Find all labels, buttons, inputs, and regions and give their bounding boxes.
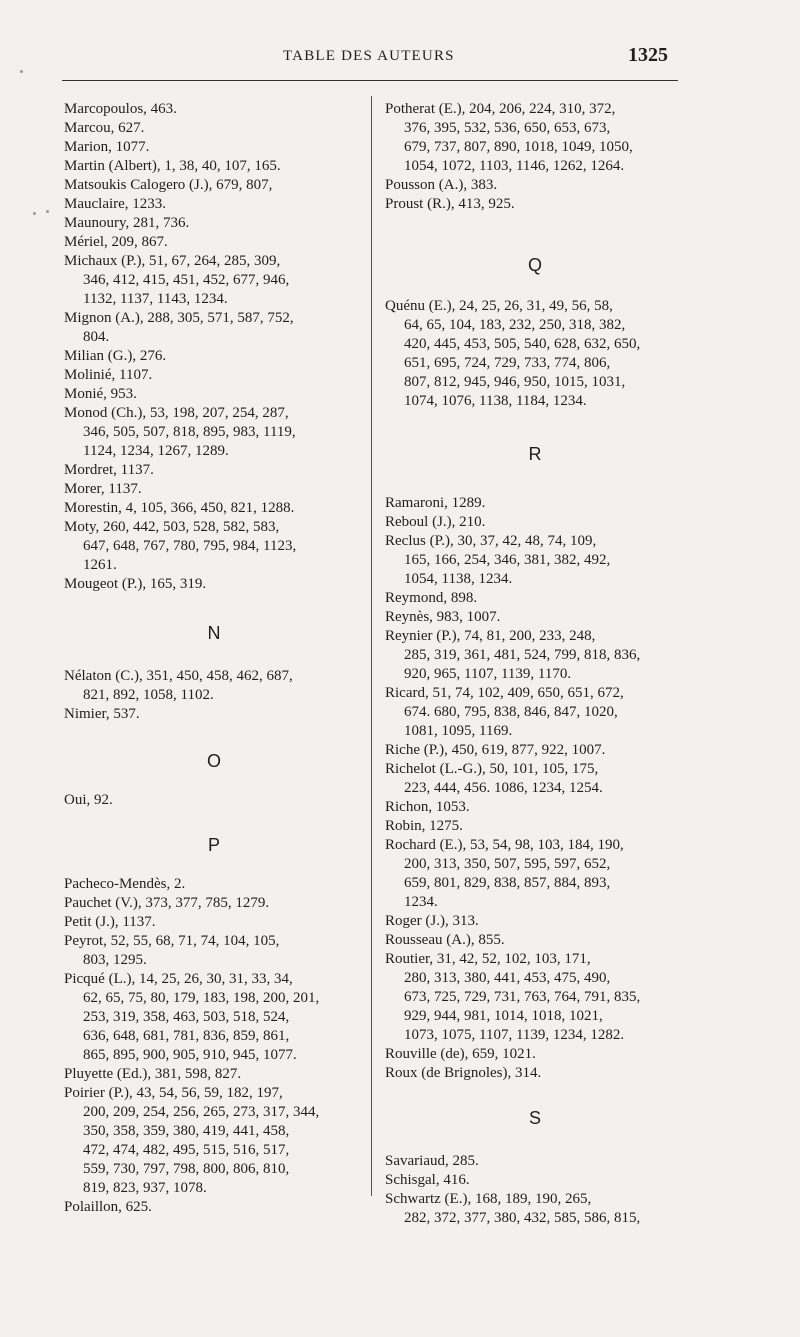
entry-line: Ramaroni, 1289. — [385, 495, 486, 511]
entry-line: Reclus (P.), 30, 37, 42, 48, 74, 109, — [385, 533, 597, 549]
entry-continuation-line: 1054, 1072, 1103, 1146, 1262, 1264. — [404, 158, 625, 174]
entry-line: Molinié, 1107. — [64, 367, 153, 383]
entry-line: Mauclaire, 1233. — [64, 196, 167, 212]
entry-line: Nimier, 537. — [64, 706, 140, 722]
entry-continuation-line: 1074, 1076, 1138, 1184, 1234. — [404, 393, 587, 409]
index-entry — [385, 627, 685, 684]
entry-line: Milian (G.), 276. — [64, 348, 167, 364]
index-entry — [385, 532, 685, 589]
entry-continuation-line: 285, 319, 361, 481, 524, 799, 818, 836, — [404, 647, 641, 663]
index-block — [64, 100, 364, 594]
entry-line: Marcopoulos, 463. — [64, 101, 177, 117]
entry-line: Pauchet (V.), 373, 377, 785, 1279. — [64, 895, 270, 911]
entry-line: Oui, 92. — [64, 792, 113, 808]
entry-line: Nélaton (C.), 351, 450, 458, 462, 687, — [64, 668, 293, 684]
entry-line: Mougeot (P.), 165, 319. — [64, 576, 207, 592]
paper-speck — [20, 70, 23, 73]
index-entry — [385, 176, 685, 195]
entry-line: Roger (J.), 313. — [385, 913, 479, 929]
index-entry — [385, 741, 685, 760]
right-column — [385, 100, 685, 1228]
entry-continuation-line: 679, 737, 807, 890, 1018, 1049, 1050, — [404, 139, 633, 155]
entry-line: Petit (J.), 1137. — [64, 914, 156, 930]
entry-line: Schwartz (E.), 168, 189, 190, 265, — [385, 1191, 592, 1207]
index-entry — [64, 252, 364, 309]
entry-line: Quénu (E.), 24, 25, 26, 31, 49, 56, 58, — [385, 298, 613, 314]
index-entry — [385, 684, 685, 741]
index-entry — [64, 347, 364, 366]
entry-line: Marcou, 627. — [64, 120, 145, 136]
entry-line: Marion, 1077. — [64, 139, 150, 155]
index-entry — [385, 608, 685, 627]
entry-line: Roux (de Brignoles), 314. — [385, 1065, 542, 1081]
column-divider — [371, 96, 372, 1196]
entry-continuation-line: 804. — [83, 329, 110, 345]
entry-continuation-line: 1132, 1137, 1143, 1234. — [83, 291, 228, 307]
index-entry — [64, 1065, 364, 1084]
index-entry — [64, 233, 364, 252]
entry-continuation-line: 280, 313, 380, 441, 453, 475, 490, — [404, 970, 611, 986]
entry-line: Mordret, 1137. — [64, 462, 154, 478]
entry-continuation-line: 819, 823, 937, 1078. — [83, 1180, 207, 1196]
page-header — [0, 44, 800, 74]
entry-continuation-line: 636, 648, 681, 781, 836, 859, 861, — [83, 1028, 290, 1044]
entry-continuation-line: 346, 505, 507, 818, 895, 983, 1119, — [83, 424, 296, 440]
entry-line: Potherat (E.), 204, 206, 224, 310, 372, — [385, 101, 616, 117]
entry-continuation-line: 1054, 1138, 1234. — [404, 571, 513, 587]
index-entry — [385, 1045, 685, 1064]
index-block — [385, 100, 685, 214]
entry-continuation-line: 1081, 1095, 1169. — [404, 723, 513, 739]
entry-continuation-line: 253, 319, 358, 463, 503, 518, 524, — [83, 1009, 290, 1025]
index-entry — [64, 176, 364, 195]
entry-continuation-line: 376, 395, 532, 536, 650, 653, 673, — [404, 120, 611, 136]
entry-continuation-line: 651, 695, 724, 729, 733, 774, 806, — [404, 355, 611, 371]
entry-line: Michaux (P.), 51, 67, 264, 285, 309, — [64, 253, 281, 269]
entry-continuation-line: 223, 444, 456. 1086, 1234, 1254. — [404, 780, 603, 796]
entry-line: Mériel, 209, 867. — [64, 234, 168, 250]
entry-continuation-line: 659, 801, 829, 838, 857, 884, 893, — [404, 875, 611, 891]
entry-line: Rochard (E.), 53, 54, 98, 103, 184, 190, — [385, 837, 624, 853]
entry-line: Riche (P.), 450, 619, 877, 922, 1007. — [385, 742, 606, 758]
entry-continuation-line: 821, 892, 1058, 1102. — [83, 687, 214, 703]
entry-line: Reynier (P.), 74, 81, 200, 233, 248, — [385, 628, 596, 644]
entry-continuation-line: 200, 313, 350, 507, 595, 597, 652, — [404, 856, 611, 872]
entry-continuation-line: 559, 730, 797, 798, 800, 806, 810, — [83, 1161, 290, 1177]
index-entry — [64, 309, 364, 347]
index-entry — [64, 894, 364, 913]
index-block — [64, 667, 364, 724]
index-block — [64, 791, 364, 810]
running-title: TABLE DES AUTEURS — [283, 48, 455, 64]
entry-continuation-line: 673, 725, 729, 731, 763, 764, 791, 835, — [404, 989, 641, 1005]
index-block — [385, 1152, 685, 1228]
entry-line: Moty, 260, 442, 503, 528, 582, 583, — [64, 519, 280, 535]
entry-continuation-line: 1261. — [83, 557, 117, 573]
section-letter: S — [528, 1108, 541, 1128]
index-entry — [385, 100, 685, 176]
index-entry — [385, 195, 685, 214]
entry-continuation-line: 165, 166, 254, 346, 381, 382, 492, — [404, 552, 611, 568]
paper-speck — [33, 212, 36, 215]
index-entry — [385, 931, 685, 950]
entry-line: Rouville (de), 659, 1021. — [385, 1046, 536, 1062]
index-entry — [385, 589, 685, 608]
entry-line: Ricard, 51, 74, 102, 409, 650, 651, 672, — [385, 685, 624, 701]
index-entry — [64, 366, 364, 385]
index-entry — [385, 1152, 685, 1171]
index-block — [64, 875, 364, 1217]
index-entry — [385, 1190, 685, 1228]
index-entry — [64, 138, 364, 157]
entry-line: Rousseau (A.), 855. — [385, 932, 505, 948]
index-entry — [385, 817, 685, 836]
index-entry — [64, 575, 364, 594]
index-entry — [64, 195, 364, 214]
entry-line: Maunoury, 281, 736. — [64, 215, 190, 231]
index-entry — [64, 518, 364, 575]
section-letter: N — [207, 623, 221, 643]
entry-line: Martin (Albert), 1, 38, 40, 107, 165. — [64, 158, 281, 174]
index-entry — [64, 404, 364, 461]
entry-line: Poirier (P.), 43, 54, 56, 59, 182, 197, — [64, 1085, 283, 1101]
section-letter: O — [206, 751, 221, 771]
entry-line: Pousson (A.), 383. — [385, 177, 498, 193]
index-entry — [64, 913, 364, 932]
index-entry — [64, 791, 364, 810]
index-entry — [385, 836, 685, 912]
entry-continuation-line: 1234. — [404, 894, 438, 910]
entry-line: Proust (R.), 413, 925. — [385, 196, 515, 212]
entry-continuation-line: 803, 1295. — [83, 952, 147, 968]
entry-continuation-line: 1124, 1234, 1267, 1289. — [83, 443, 229, 459]
left-column — [64, 100, 364, 1217]
index-entry — [64, 480, 364, 499]
index-entry — [64, 100, 364, 119]
entry-line: Picqué (L.), 14, 25, 26, 30, 31, 33, 34, — [64, 971, 293, 987]
entry-continuation-line: 647, 648, 767, 780, 795, 984, 1123, — [83, 538, 297, 554]
index-entry — [64, 970, 364, 1065]
entry-line: Reynès, 983, 1007. — [385, 609, 501, 625]
index-entry — [385, 1171, 685, 1190]
index-entry — [385, 513, 685, 532]
entry-continuation-line: 200, 209, 254, 256, 265, 273, 317, 344, — [83, 1104, 320, 1120]
entry-continuation-line: 420, 445, 453, 505, 540, 628, 632, 650, — [404, 336, 641, 352]
entry-line: Reymond, 898. — [385, 590, 478, 606]
entry-continuation-line: 920, 965, 1107, 1139, 1170. — [404, 666, 572, 682]
entry-continuation-line: 929, 944, 981, 1014, 1018, 1021, — [404, 1008, 603, 1024]
index-entry — [64, 214, 364, 233]
section-letter: R — [528, 444, 542, 464]
index-entry — [385, 912, 685, 931]
section-letter: Q — [527, 255, 542, 275]
index-entry — [64, 667, 364, 705]
index-block — [385, 297, 685, 411]
entry-continuation-line: 64, 65, 104, 183, 232, 250, 318, 382, — [404, 317, 626, 333]
entry-line: Schisgal, 416. — [385, 1172, 470, 1188]
entry-line: Pacheco-Mendès, 2. — [64, 876, 186, 892]
header-rule — [62, 80, 678, 81]
index-entry — [385, 760, 685, 798]
entry-continuation-line: 282, 372, 377, 380, 432, 585, 586, 815, — [404, 1210, 641, 1226]
entry-continuation-line: 350, 358, 359, 380, 419, 441, 458, — [83, 1123, 290, 1139]
index-entry — [385, 297, 685, 411]
entry-line: Mignon (A.), 288, 305, 571, 587, 752, — [64, 310, 294, 326]
entry-line: Pluyette (Ed.), 381, 598, 827. — [64, 1066, 242, 1082]
index-entry — [385, 798, 685, 817]
index-entry — [64, 499, 364, 518]
entry-line: Morer, 1137. — [64, 481, 142, 497]
entry-continuation-line: 865, 895, 900, 905, 910, 945, 1077. — [83, 1047, 297, 1063]
index-entry — [64, 875, 364, 894]
entry-continuation-line: 472, 474, 482, 495, 515, 516, 517, — [83, 1142, 290, 1158]
entry-line: Routier, 31, 42, 52, 102, 103, 171, — [385, 951, 591, 967]
entry-continuation-line: 674. 680, 795, 838, 846, 847, 1020, — [404, 704, 618, 720]
entry-continuation-line: 807, 812, 945, 946, 950, 1015, 1031, — [404, 374, 626, 390]
entry-continuation-line: 1073, 1075, 1107, 1139, 1234, 1282. — [404, 1027, 625, 1043]
section-letter: P — [207, 835, 220, 855]
index-entry — [64, 932, 364, 970]
index-entry — [64, 461, 364, 480]
entry-line: Polaillon, 625. — [64, 1199, 152, 1215]
index-entry — [64, 705, 364, 724]
index-entry — [385, 1064, 685, 1083]
entry-line: Matsoukis Calogero (J.), 679, 807, — [64, 177, 273, 193]
entry-line: Reboul (J.), 210. — [385, 514, 486, 530]
page-number: 1325 — [628, 44, 668, 66]
entry-line: Monié, 953. — [64, 386, 137, 402]
index-entry — [64, 1084, 364, 1198]
index-entry — [64, 157, 364, 176]
index-block — [385, 494, 685, 1083]
entry-line: Richon, 1053. — [385, 799, 470, 815]
entry-line: Robin, 1275. — [385, 818, 463, 834]
paper-speck — [46, 210, 49, 213]
entry-continuation-line: 346, 412, 415, 451, 452, 677, 946, — [83, 272, 290, 288]
index-entry — [64, 119, 364, 138]
index-entry — [64, 1198, 364, 1217]
entry-line: Monod (Ch.), 53, 198, 207, 254, 287, — [64, 405, 289, 421]
index-entry — [385, 494, 685, 513]
entry-line: Peyrot, 52, 55, 68, 71, 74, 104, 105, — [64, 933, 280, 949]
entry-continuation-line: 62, 65, 75, 80, 179, 183, 198, 200, 201, — [83, 990, 320, 1006]
entry-line: Savariaud, 285. — [385, 1153, 479, 1169]
index-entry — [385, 950, 685, 1045]
entry-line: Morestin, 4, 105, 366, 450, 821, 1288. — [64, 500, 295, 516]
index-entry — [64, 385, 364, 404]
entry-line: Richelot (L.-G.), 50, 101, 105, 175, — [385, 761, 599, 777]
